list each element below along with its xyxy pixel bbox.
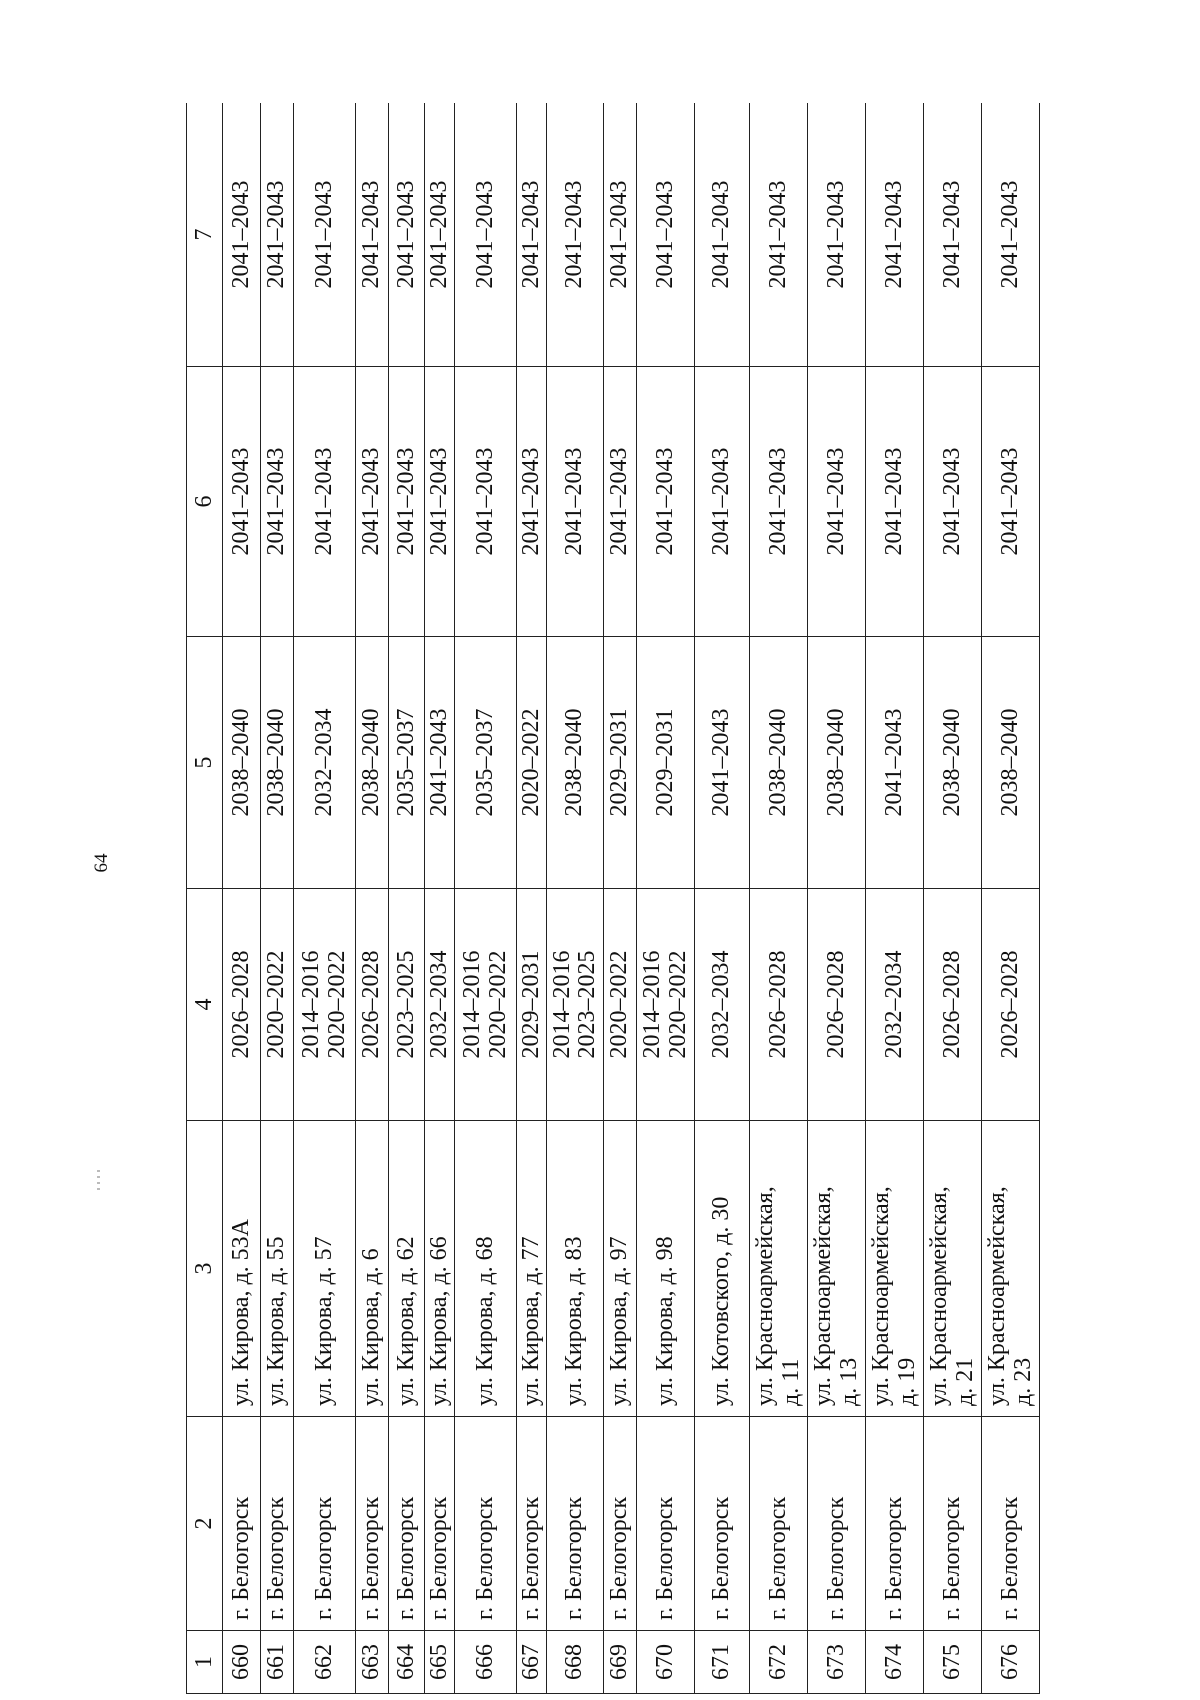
address-cell: ул. Кирова, д. 77 <box>517 1121 547 1417</box>
period-col-4: 2020–2022 <box>261 889 294 1121</box>
period-col-4: 2026–2028 <box>223 889 261 1121</box>
period-col-6: 2041–2043 <box>517 367 547 637</box>
city-cell: г. Белогорск <box>223 1417 261 1631</box>
period-col-6: 2041–2043 <box>455 367 517 637</box>
header-col-5: 5 <box>187 637 223 889</box>
period-col-7: 2041–2043 <box>866 103 924 367</box>
period-col-5: 2020–2022 <box>517 637 547 889</box>
period-col-5: 2029–2031 <box>637 637 695 889</box>
period-col-7: 2041–2043 <box>455 103 517 367</box>
header-col-6: 6 <box>187 367 223 637</box>
period-col-7: 2041–2043 <box>604 103 637 367</box>
city-cell: г. Белогорск <box>517 1417 547 1631</box>
period-col-7: 2041–2043 <box>808 103 866 367</box>
period-col-4: 2026–2028 <box>356 889 389 1121</box>
row-number: 671 <box>695 1631 750 1694</box>
period-col-7: 2041–2043 <box>425 103 455 367</box>
row-number: 666 <box>455 1631 517 1694</box>
period-col-6: 2041–2043 <box>294 367 356 637</box>
period-col-4: 2020–2022 <box>604 889 637 1121</box>
city-cell: г. Белогорск <box>547 1417 604 1631</box>
period-col-6: 2041–2043 <box>425 367 455 637</box>
table-row <box>924 103 982 1694</box>
address-cell: ул. Кирова, д. 68 <box>455 1121 517 1417</box>
document-table-container <box>186 103 1107 1694</box>
table-row <box>750 103 808 1694</box>
row-number: 674 <box>866 1631 924 1694</box>
address-cell: ул. Кирова, д. 57 <box>294 1121 356 1417</box>
period-col-4: 2023–2025 <box>389 889 425 1121</box>
row-number: 676 <box>982 1631 1040 1694</box>
table-row <box>982 103 1040 1694</box>
period-col-5: 2041–2043 <box>425 637 455 889</box>
row-number: 665 <box>425 1631 455 1694</box>
period-col-6: 2041–2043 <box>356 367 389 637</box>
table-row <box>808 103 866 1694</box>
period-col-6: 2041–2043 <box>808 367 866 637</box>
city-cell: г. Белогорск <box>389 1417 425 1631</box>
address-cell: ул. Котовского, д. 30 <box>695 1121 750 1417</box>
period-col-4: 2014–2016 2023–2025 <box>547 889 604 1121</box>
header-col-1: 1 <box>187 1631 223 1694</box>
period-col-5: 2038–2040 <box>547 637 604 889</box>
period-col-6: 2041–2043 <box>750 367 808 637</box>
period-col-5: 2038–2040 <box>982 637 1040 889</box>
period-col-5: 2038–2040 <box>223 637 261 889</box>
row-number: 661 <box>261 1631 294 1694</box>
period-col-4: 2026–2028 <box>808 889 866 1121</box>
table-row <box>356 103 389 1694</box>
period-col-7: 2041–2043 <box>223 103 261 367</box>
table-row <box>389 103 425 1694</box>
period-col-7: 2041–2043 <box>389 103 425 367</box>
header-col-2: 2 <box>187 1417 223 1631</box>
period-col-6: 2041–2043 <box>261 367 294 637</box>
table-header-row <box>187 103 223 1694</box>
city-cell: г. Белогорск <box>261 1417 294 1631</box>
period-col-5: 2032–2034 <box>294 637 356 889</box>
period-col-6: 2041–2043 <box>389 367 425 637</box>
address-cell: ул. Красноармейская, д. 23 <box>982 1121 1040 1417</box>
table-row <box>223 103 261 1694</box>
period-col-6: 2041–2043 <box>866 367 924 637</box>
period-col-7: 2041–2043 <box>517 103 547 367</box>
city-cell: г. Белогорск <box>695 1417 750 1631</box>
period-col-6: 2041–2043 <box>924 367 982 637</box>
period-col-7: 2041–2043 <box>982 103 1040 367</box>
period-col-7: 2041–2043 <box>924 103 982 367</box>
period-col-5: 2029–2031 <box>604 637 637 889</box>
address-cell: ул. Кирова, д. 62 <box>389 1121 425 1417</box>
period-col-6: 2041–2043 <box>223 367 261 637</box>
period-col-7: 2041–2043 <box>637 103 695 367</box>
period-col-4: 2026–2028 <box>924 889 982 1121</box>
period-col-7: 2041–2043 <box>547 103 604 367</box>
table-row <box>455 103 517 1694</box>
period-col-5: 2038–2040 <box>750 637 808 889</box>
row-number: 673 <box>808 1631 866 1694</box>
period-col-4: 2014–2016 2020–2022 <box>294 889 356 1121</box>
period-col-5: 2038–2040 <box>808 637 866 889</box>
repair-schedule-table <box>186 103 1040 1694</box>
period-col-5: 2038–2040 <box>261 637 294 889</box>
period-col-7: 2041–2043 <box>294 103 356 367</box>
city-cell: г. Белогорск <box>750 1417 808 1631</box>
row-number: 669 <box>604 1631 637 1694</box>
address-cell: ул. Красноармейская, д. 11 <box>750 1121 808 1417</box>
period-col-4: 2026–2028 <box>750 889 808 1121</box>
row-number: 662 <box>294 1631 356 1694</box>
city-cell: г. Белогорск <box>425 1417 455 1631</box>
city-cell: г. Белогорск <box>924 1417 982 1631</box>
city-cell: г. Белогорск <box>455 1417 517 1631</box>
period-col-4: 2032–2034 <box>866 889 924 1121</box>
city-cell: г. Белогорск <box>982 1417 1040 1631</box>
table-row <box>517 103 547 1694</box>
period-col-7: 2041–2043 <box>750 103 808 367</box>
page-number: 64 <box>91 853 112 873</box>
period-col-5: 2038–2040 <box>356 637 389 889</box>
row-number: 670 <box>637 1631 695 1694</box>
period-col-4: 2014–2016 2020–2022 <box>637 889 695 1121</box>
address-cell: ул. Кирова, д. 97 <box>604 1121 637 1417</box>
table-body <box>187 103 1040 1694</box>
address-cell: ул. Красноармейская, д. 13 <box>808 1121 866 1417</box>
period-col-5: 2035–2037 <box>389 637 425 889</box>
row-number: 663 <box>356 1631 389 1694</box>
address-cell: ул. Кирова, д. 53А <box>223 1121 261 1417</box>
period-col-4: 2032–2034 <box>695 889 750 1121</box>
period-col-5: 2038–2040 <box>924 637 982 889</box>
scan-artifact <box>97 1170 100 1192</box>
city-cell: г. Белогорск <box>866 1417 924 1631</box>
table-row <box>866 103 924 1694</box>
period-col-4: 2032–2034 <box>425 889 455 1121</box>
row-number: 667 <box>517 1631 547 1694</box>
period-col-5: 2041–2043 <box>866 637 924 889</box>
address-cell: ул. Красноармейская, д. 19 <box>866 1121 924 1417</box>
row-number: 672 <box>750 1631 808 1694</box>
table-row <box>604 103 637 1694</box>
period-col-4: 2014–2016 2020–2022 <box>455 889 517 1121</box>
address-cell: ул. Кирова, д. 98 <box>637 1121 695 1417</box>
table-row <box>547 103 604 1694</box>
period-col-6: 2041–2043 <box>604 367 637 637</box>
table-row <box>294 103 356 1694</box>
table-row <box>425 103 455 1694</box>
table-row <box>637 103 695 1694</box>
period-col-7: 2041–2043 <box>695 103 750 367</box>
table-row <box>261 103 294 1694</box>
row-number: 675 <box>924 1631 982 1694</box>
row-number: 668 <box>547 1631 604 1694</box>
period-col-6: 2041–2043 <box>982 367 1040 637</box>
period-col-5: 2035–2037 <box>455 637 517 889</box>
header-col-3: 3 <box>187 1121 223 1417</box>
period-col-5: 2041–2043 <box>695 637 750 889</box>
address-cell: ул. Кирова, д. 55 <box>261 1121 294 1417</box>
address-cell: ул. Кирова, д. 83 <box>547 1121 604 1417</box>
row-number: 664 <box>389 1631 425 1694</box>
period-col-7: 2041–2043 <box>356 103 389 367</box>
address-cell: ул. Красноармейская, д. 21 <box>924 1121 982 1417</box>
city-cell: г. Белогорск <box>294 1417 356 1631</box>
city-cell: г. Белогорск <box>637 1417 695 1631</box>
row-number: 660 <box>223 1631 261 1694</box>
city-cell: г. Белогорск <box>604 1417 637 1631</box>
period-col-6: 2041–2043 <box>637 367 695 637</box>
period-col-7: 2041–2043 <box>261 103 294 367</box>
address-cell: ул. Кирова, д. 66 <box>425 1121 455 1417</box>
period-col-4: 2029–2031 <box>517 889 547 1121</box>
header-col-4: 4 <box>187 889 223 1121</box>
address-cell: ул. Кирова, д. 6 <box>356 1121 389 1417</box>
header-col-7: 7 <box>187 103 223 367</box>
city-cell: г. Белогорск <box>356 1417 389 1631</box>
period-col-6: 2041–2043 <box>547 367 604 637</box>
period-col-6: 2041–2043 <box>695 367 750 637</box>
table-row <box>695 103 750 1694</box>
city-cell: г. Белогорск <box>808 1417 866 1631</box>
period-col-4: 2026–2028 <box>982 889 1040 1121</box>
